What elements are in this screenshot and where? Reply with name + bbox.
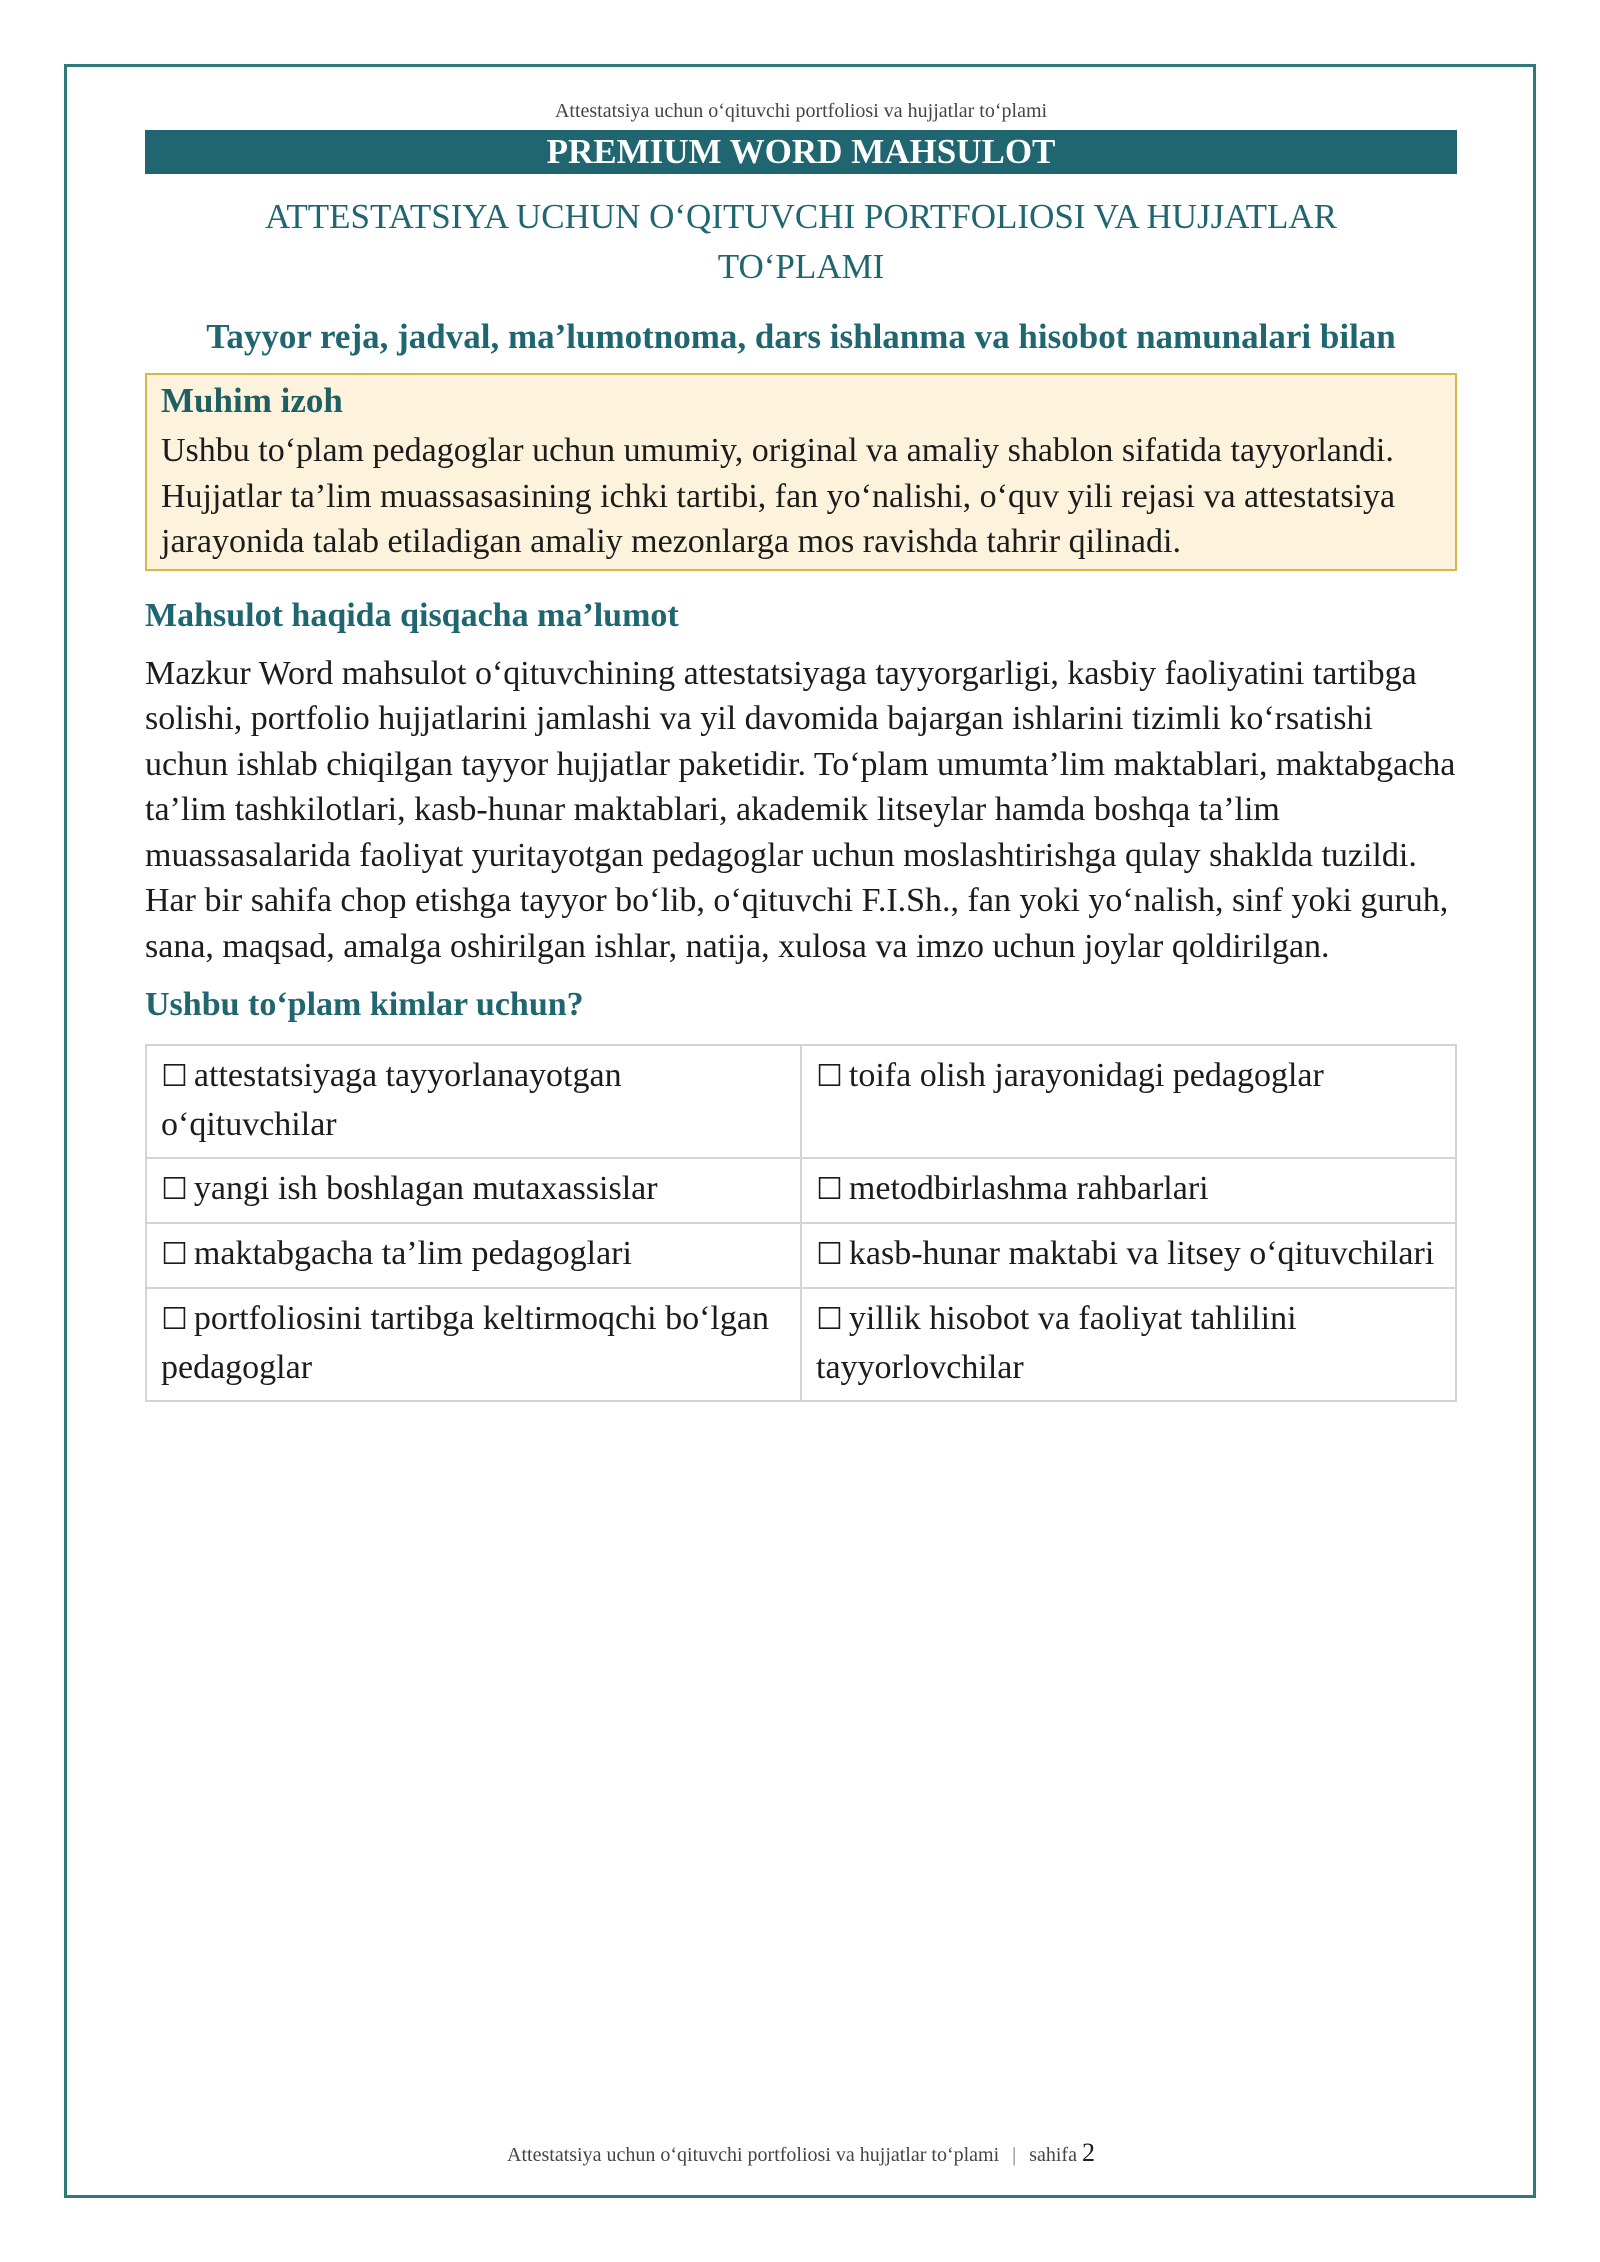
checkbox-icon[interactable]: ☐ bbox=[816, 1172, 843, 1207]
footer-page-number: 2 bbox=[1081, 2138, 1095, 2167]
checkbox-icon[interactable]: ☐ bbox=[161, 1059, 188, 1094]
table-row bbox=[146, 1223, 1456, 1288]
footer-page-label: sahifa bbox=[1029, 2144, 1077, 2166]
audience-item-label: metodbirlashma rahbarlari bbox=[848, 1170, 1209, 1207]
important-note-title: Muhim izoh bbox=[161, 381, 343, 420]
table-row bbox=[146, 1045, 1456, 1158]
audience-item-label: yillik hisobot va faoliyat tahlilini tayyorlovchilar bbox=[816, 1300, 1297, 1386]
footer-title: Attestatsiya uchun o‘qituvchi portfoliosi va hujjatlar to‘plami bbox=[507, 2144, 1000, 2166]
about-heading: Mahsulot haqida qisqacha ma’lumot bbox=[145, 596, 679, 634]
document-title-line-1: ATTESTATSIYA UCHUN O‘QITUVCHI PORTFOLIOSI VA HUJJATLAR bbox=[264, 197, 1338, 236]
audience-item bbox=[146, 1158, 801, 1223]
audience-item bbox=[801, 1045, 1456, 1158]
table-row bbox=[146, 1158, 1456, 1223]
table-row bbox=[146, 1288, 1456, 1401]
audience-item bbox=[146, 1223, 801, 1288]
running-header: Attestatsiya uchun o‘qituvchi portfoliosi va hujjatlar to‘plami bbox=[554, 100, 1048, 122]
premium-banner: PREMIUM WORD MAHSULOT bbox=[145, 130, 1457, 174]
audience-table bbox=[145, 1044, 1457, 1402]
audience-item-label: kasb-hunar maktabi va litsey o‘qituvchilari bbox=[848, 1235, 1435, 1272]
document-title-line-2: TO‘PLAMI bbox=[717, 247, 885, 286]
audience-item bbox=[801, 1158, 1456, 1223]
audience-item bbox=[801, 1223, 1456, 1288]
checkbox-icon[interactable]: ☐ bbox=[161, 1237, 188, 1272]
checkbox-icon[interactable]: ☐ bbox=[816, 1237, 843, 1272]
audience-item-label: portfoliosini tartibga keltirmoqchi bo‘lgan pedagoglar bbox=[161, 1300, 769, 1386]
about-paragraph: Mazkur Word mahsulot o‘qituvchining attestatsiyaga tayyorgarligi, kasbiy faoliyatini tartibga solishi, portfolio hujjatlarini jamlashi va yil davomida bajargan ishlarini tizimli ko‘rsatishi uchun ishlab chiqilgan tayyor hujjatlar paketidir. To‘plam umumta’lim maktablari, maktabgacha ta’lim tashkilotlari, kasb-hunar maktablari, akademik litseylar hamda boshqa ta’lim muassasalarida faoliyat yuritayotgan pedagoglar uchun moslashtirishga qulay shaklda tuzildi. Har bir sahifa chop etishga tayyor bo‘lib, o‘qituvchi F.I.Sh., fan yoki yo‘nalish, sinf yoki guruh, sana, maqsad, amalga oshirilgan ishlar, natija, xulosa va imzo uchun joylar qoldirilgan. bbox=[145, 654, 1456, 965]
page-content bbox=[145, 95, 1457, 1402]
audience-item-label: attestatsiyaga tayyorlanayotgan o‘qituvchilar bbox=[161, 1057, 622, 1143]
running-footer bbox=[145, 2138, 1457, 2170]
audience-item bbox=[146, 1045, 801, 1158]
audience-item-label: maktabgacha ta’lim pedagoglari bbox=[193, 1235, 632, 1272]
audience-item-label: toifa olish jarayonidagi pedagoglar bbox=[848, 1057, 1324, 1094]
footer-separator: | bbox=[1012, 2144, 1017, 2166]
document-title bbox=[145, 192, 1457, 292]
checkbox-icon[interactable]: ☐ bbox=[816, 1302, 843, 1337]
important-note-body: Ushbu to‘plam pedagoglar uchun umumiy, original va amaliy shablon sifatida tayyorlandi. Hujjatlar ta’lim muassasasining ichki tartibi, fan yo‘nalishi, o‘quv yili rejasi va attestatsiya jarayonida talab etiladigan amaliy mezonlarga mos ravishda tahrir qilinadi. bbox=[161, 432, 1396, 560]
audience-item bbox=[801, 1288, 1456, 1401]
audience-item-label: yangi ish boshlagan mutaxassislar bbox=[193, 1170, 658, 1207]
checkbox-icon[interactable]: ☐ bbox=[161, 1302, 188, 1337]
audience-item bbox=[146, 1288, 801, 1401]
checkbox-icon[interactable]: ☐ bbox=[161, 1172, 188, 1207]
checkbox-icon[interactable]: ☐ bbox=[816, 1059, 843, 1094]
document-subtitle: Tayyor reja, jadval, ma’lumotnoma, dars ishlanma va hisobot namunalari bilan bbox=[206, 317, 1396, 356]
audience-heading: Ushbu to‘plam kimlar uchun? bbox=[145, 986, 584, 1023]
important-note-box bbox=[145, 373, 1457, 571]
